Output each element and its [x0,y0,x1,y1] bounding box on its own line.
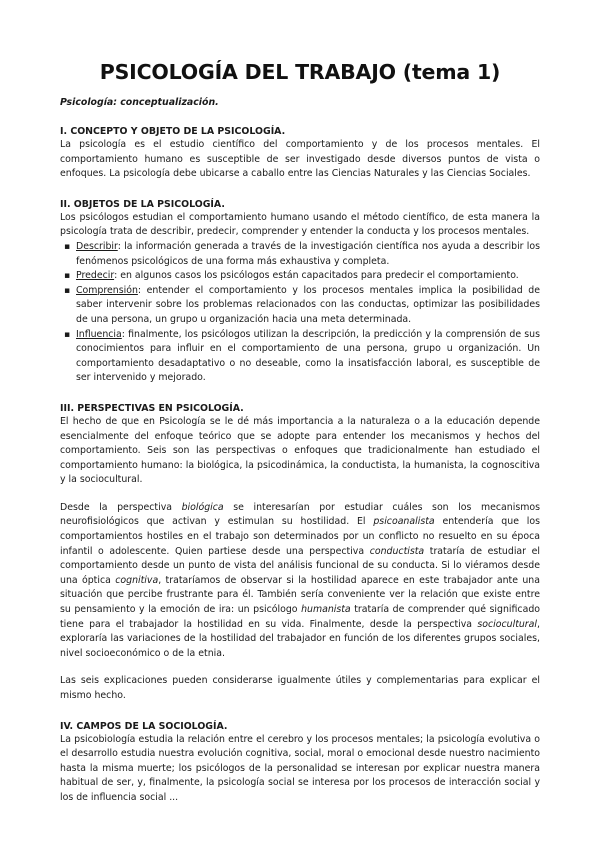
section-1-text: La psicología es el estudio científico del comportamiento y de los procesos mentales. El comportamiento humano es susceptible de ser investigado desde diversos puntos de vista o enfoques. La psicología debe ubicarse a caballo entre las Ciencias Naturales y las Ciencias Sociales. [60,139,540,180]
section-3-paragraph-1: El hecho de que en Psicología se le dé más importancia a la naturaleza o a la educación depende esencialmente del enfoque teórico que se adopte para entender los mecanismos y hechos del comportamiento. Seis son las perspectivas o enfoques que tradicionalmente han estudiado el comportamiento humano: la biológica, la psicodinámica, la conductista, la humanista, la cognoscitiva y la sociocultural. [60,415,540,486]
italic-term: conductista [369,545,425,557]
italic-term: biológica [181,501,224,513]
section-3-heading: III. PERSPECTIVAS EN PSICOLOGÍA. [60,402,244,414]
list-item [76,284,540,328]
section-4-heading: IV. CAMPOS DE LA SOCIOLOGÍA. [60,720,228,732]
list-item-text: : entender el comportamiento y los procesos mentales implica la posibilidad de saber intervenir sobre los problemas relacionados con las conductas, optimizar las posibilidades de una persona, un grupo u organización hacia una meta determinada. [76,284,540,325]
text-run: , exploraría las variaciones de la hostilidad del trabajador en función de los diferentes grupos sociales, nivel socioeconómico o de la etnia. [60,618,540,659]
subtitle: Psicología: conceptualización. [60,97,219,108]
page-title: PSICOLOGÍA DEL TRABAJO (tema 1) [99,60,501,84]
list-item [76,328,540,386]
text-run: se interesarían por estudiar cuáles son los mecanismos neurofisiológicos que activan y estimulan su hostilidad. El [60,501,540,528]
text-run: trataría de estudiar el comportamiento desde un punto de vista del análisis funcional de su conducta. Si lo viéramos desde una óptica [60,545,540,586]
list-item-text: : finalmente, los psicólogos utilizan la descripción, la predicción y la comprensión de sus conocimientos para influir en el comportamiento de una persona, grupo u organización. Un comportamiento desadaptativo o no deseable, como la insatisfacción laboral, es susceptible de ser intervenido y mejorado. [76,328,540,384]
list-item-term: Describir [76,240,118,252]
section-3-paragraph-3: Las seis explicaciones pueden considerarse igualmente útiles y complementarias para explicar el mismo hecho. [60,675,540,701]
text-run: Desde la perspectiva [60,501,182,513]
italic-term: humanista [301,604,351,616]
italic-term: psicoanalista [373,516,435,528]
text-run: , trataríamos de observar si la hostilidad aparece en este trabajador ante una situación que percibe frustrante para él. También sería conveniente ver la relación que existe entre su pensamiento y la emoción de ira: un psicólogo [60,574,540,616]
list-item-term: Predecir [76,270,115,282]
objects-list [60,240,540,386]
document-page [60,56,540,806]
list-item [76,269,540,284]
list-item-text: : en algunos casos los psicólogos están capacitados para predecir el comportamiento. [114,270,519,282]
italic-term: sociocultural [477,618,538,630]
section-1-heading: I. CONCEPTO Y OBJETO DE LA PSICOLOGÍA. [60,126,286,137]
text-run: trataría de comprender qué significado tiene para el trabajador la hostilidad en su vida. Finalmente, desde la perspectiva [60,604,541,630]
list-item-text: : la información generada a través de la investigación científica nos ayuda a describir los fenómenos psicológicos de una forma más exhaustiva y completa. [76,240,540,267]
section-3-paragraph-2 [60,501,540,662]
list-item [76,240,540,269]
section-4-text: La psicobiología estudia la relación entre el cerebro y los procesos mentales; la psicología evolutiva o el desarrollo estudia nuestra evolución cognitiva, social, moral o emocional desde nuestro nacimiento hasta la misma muerte; los psicólogos de la personalidad se interesan por explicar nuestra manera habitual de ser, y, finalmente, la psicología social se interesa por los procesos de interacción social y los de influencia social ... [60,733,540,803]
section-2-intro: Los psicólogos estudian el comportamiento humano usando el método científico, de esta manera la psicología trata de describir, predecir, comprender y entender la conducta y los procesos mentales. [60,211,540,238]
section-2-heading: II. OBJETOS DE LA PSICOLOGÍA. [60,198,225,210]
italic-term: cognitiva [115,574,159,586]
list-item-term: Comprensión [76,284,138,296]
list-item-term: Influencia [76,328,122,340]
text-run: entendería que los comportamientos hostiles en el trabajo son determinados por un conflicto no resuelto en su época infantil o adolescente. Quien partiese desde una perspectiva [60,516,541,557]
